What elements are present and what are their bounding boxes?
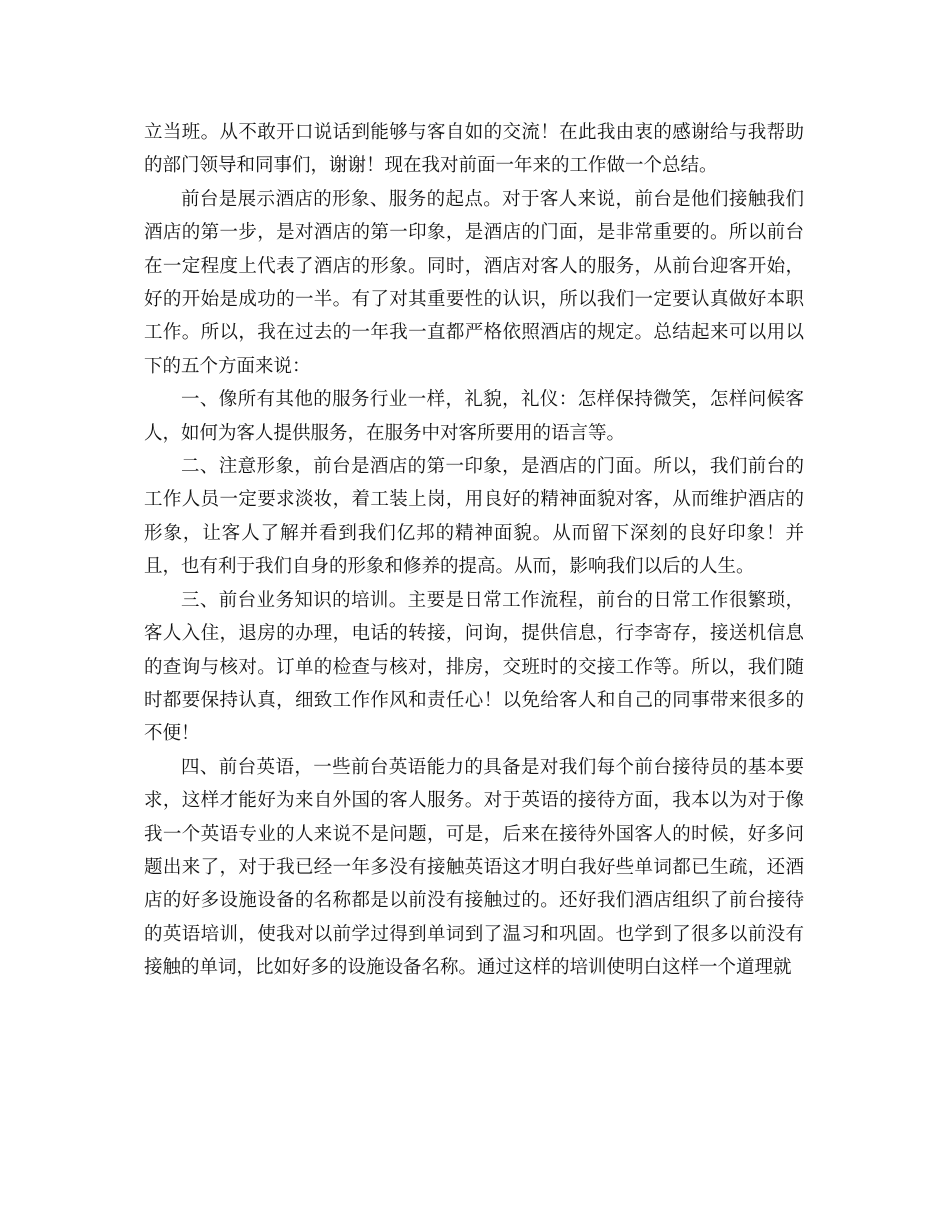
- document-body: [144, 116, 804, 985]
- paragraph-continuation: 立当班。从不敢开口说话到能够与客自如的交流！在此我由衷的感谢给与我帮助的部门领导和同事们，谢谢！现在我对前面一年来的工作做一个总结。: [144, 122, 804, 177]
- paragraph-point-1-etiquette: 一、像所有其他的服务行业一样，礼貌，礼仪：怎样保持微笑，怎样问候客人，如何为客人提供服务，在服务中对客所要用的语言等。: [144, 389, 804, 444]
- paragraph-point-3-training: 三、前台业务知识的培训。主要是日常工作流程，前台的日常工作很繁琐，客人入住，退房的办理，电话的转接，问询，提供信息，行李寄存，接送机信息的查询与核对。订单的检查与核对，排房，交班时的交接工作等。所以，我们随时都要保持认真，细致工作作风和责任心！以免给客人和自己的同事带来很多的不便！: [144, 589, 804, 745]
- paragraph-point-2-image: 二、注意形象，前台是酒店的第一印象，是酒店的门面。所以，我们前台的工作人员一定要求淡妆，着工装上岗，用良好的精神面貌对客，从而维护酒店的形象，让客人了解并看到我们亿邦的精神面貌。从而留下深刻的良好印象！并且，也有利于我们自身的形象和修养的提高。从而，影响我们以后的人生。: [144, 456, 804, 578]
- paragraph-point-4-english: 四、前台英语，一些前台英语能力的具备是对我们每个前台接待员的基本要求，这样才能好为来自外国的客人服务。对于英语的接待方面，我本以为对于像我一个英语专业的人来说不是问题，可是，后来在接待外国客人的时候，好多问题出来了，对于我已经一年多没有接触英语这才明白我好些单词都已生疏，还酒店的好多设施设备的名称都是以前没有接触过的。还好我们酒店组织了前台接待的英语培训，使我对以前学过得到单词到了温习和巩固。也学到了很多以前没有接触的单词，比如好多的设施设备名称。通过这样的培训使明白这样一个道理就: [144, 756, 804, 979]
- paragraph-front-desk-role: 前台是展示酒店的形象、服务的起点。对于客人来说，前台是他们接触我们酒店的第一步，是对酒店的第一印象，是酒店的门面，是非常重要的。所以前台在一定程度上代表了酒店的形象。同时，酒店对客人的服务，从前台迎客开始，好的开始是成功的一半。有了对其重要性的认识，所以我们一定要认真做好本职工作。所以，我在过去的一年我一直都严格依照酒店的规定。总结起来可以用以下的五个方面来说：: [144, 188, 804, 377]
